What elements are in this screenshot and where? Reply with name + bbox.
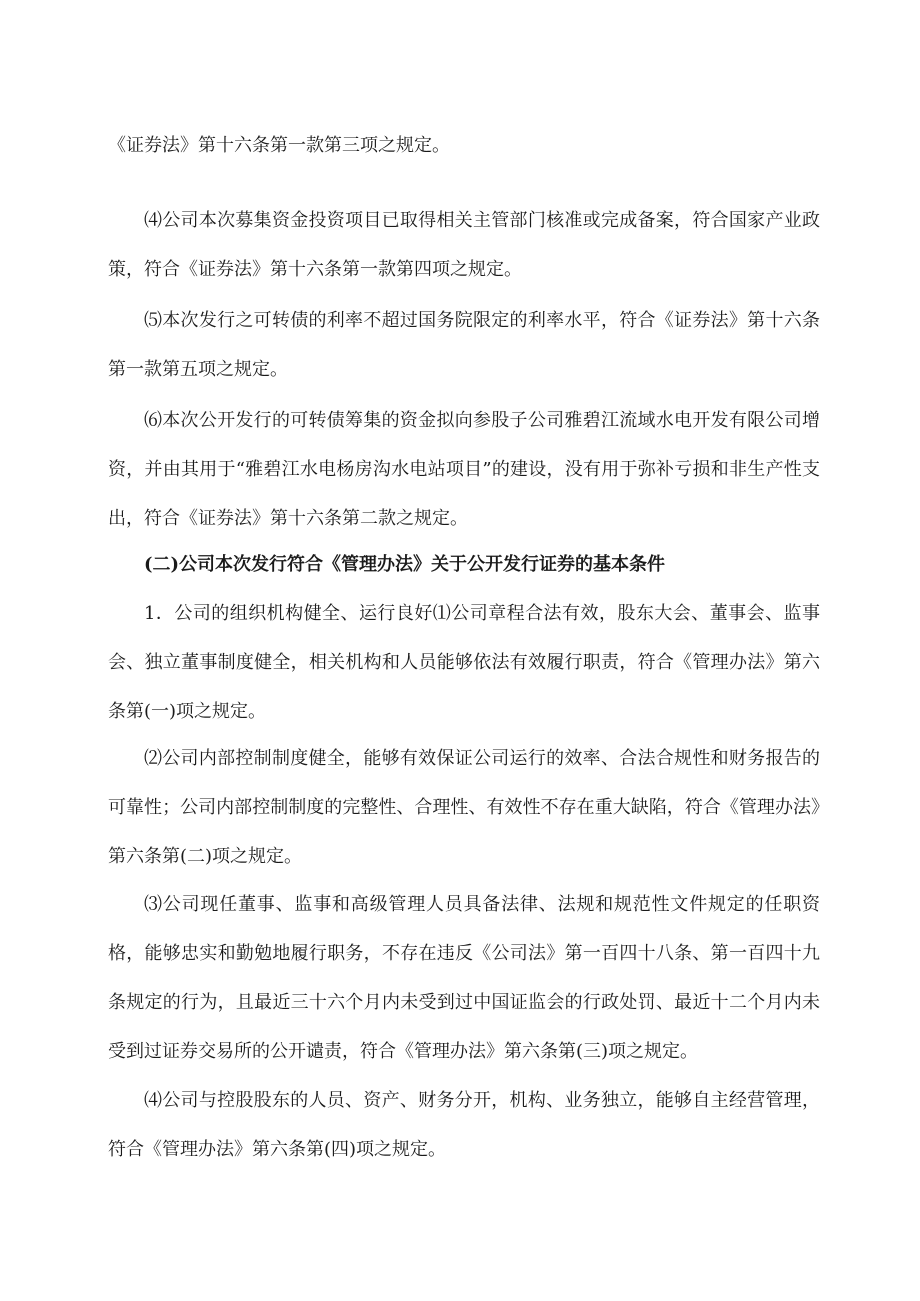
paragraph-independence: ⑷公司与控股股东的人员、资产、财务分开，机构、业务独立，能够自主经营管理，符合《管理办法》第六条第(四)项之规定。 xyxy=(108,1090,820,1160)
paragraph-internal-control: ⑵公司内部控制制度健全，能够有效保证公司运行的效率、合法合规性和财务报告的可靠性；公司内部控制制度的完整性、合理性、有效性不存在重大缺陷，符合《管理办法》第六条第(二)项之规定。 xyxy=(108,748,820,867)
paragraph-item-5: ⑸本次发行之可转债的利率不超过国务院限定的利率水平，符合《证券法》第十六条第一款第五项之规定。 xyxy=(108,310,820,380)
paragraph-item-6: ⑹本次公开发行的可转债筹集的资金拟向参股子公司雅碧江流域水电开发有限公司增资，并由其用于“雅碧江水电杨房沟水电站项目”的建设，没有用于弥补亏损和非生产性支出，符合《证券法》第十六条第二款之规定。 xyxy=(108,410,820,529)
paragraph-management-qualification: ⑶公司现任董事、监事和高级管理人员具备法律、法规和规范性文件规定的任职资格，能够忠实和勤勉地履行职务，不存在违反《公司法》第一百四十八条、第一百四十九条规定的行为，且最近三十六个月内未受到过中国证监会的行政处罚、最近十二个月内未受到过证券交易所的公开谴责，符合《管理办法》第六条第(三)项之规定。 xyxy=(108,894,820,1062)
section-heading: (二)公司本次发行符合《管理办法》关于公开发行证券的基本条件 xyxy=(144,554,666,575)
paragraph-continuation: 《证券法》第十六条第一款第三项之规定。 xyxy=(108,135,450,156)
paragraph-item-4: ⑷公司本次募集资金投资项目已取得相关主管部门核准或完成备案，符合国家产业政策，符合《证券法》第十六条第一款第四项之规定。 xyxy=(108,210,820,280)
paragraph-org-structure: 1．公司的组织机构健全、运行良好⑴公司章程合法有效，股东大会、董事会、监事会、独立董事制度健全，相关机构和人员能够依法有效履行职责，符合《管理办法》第六条第(一)项之规定。 xyxy=(108,603,820,722)
